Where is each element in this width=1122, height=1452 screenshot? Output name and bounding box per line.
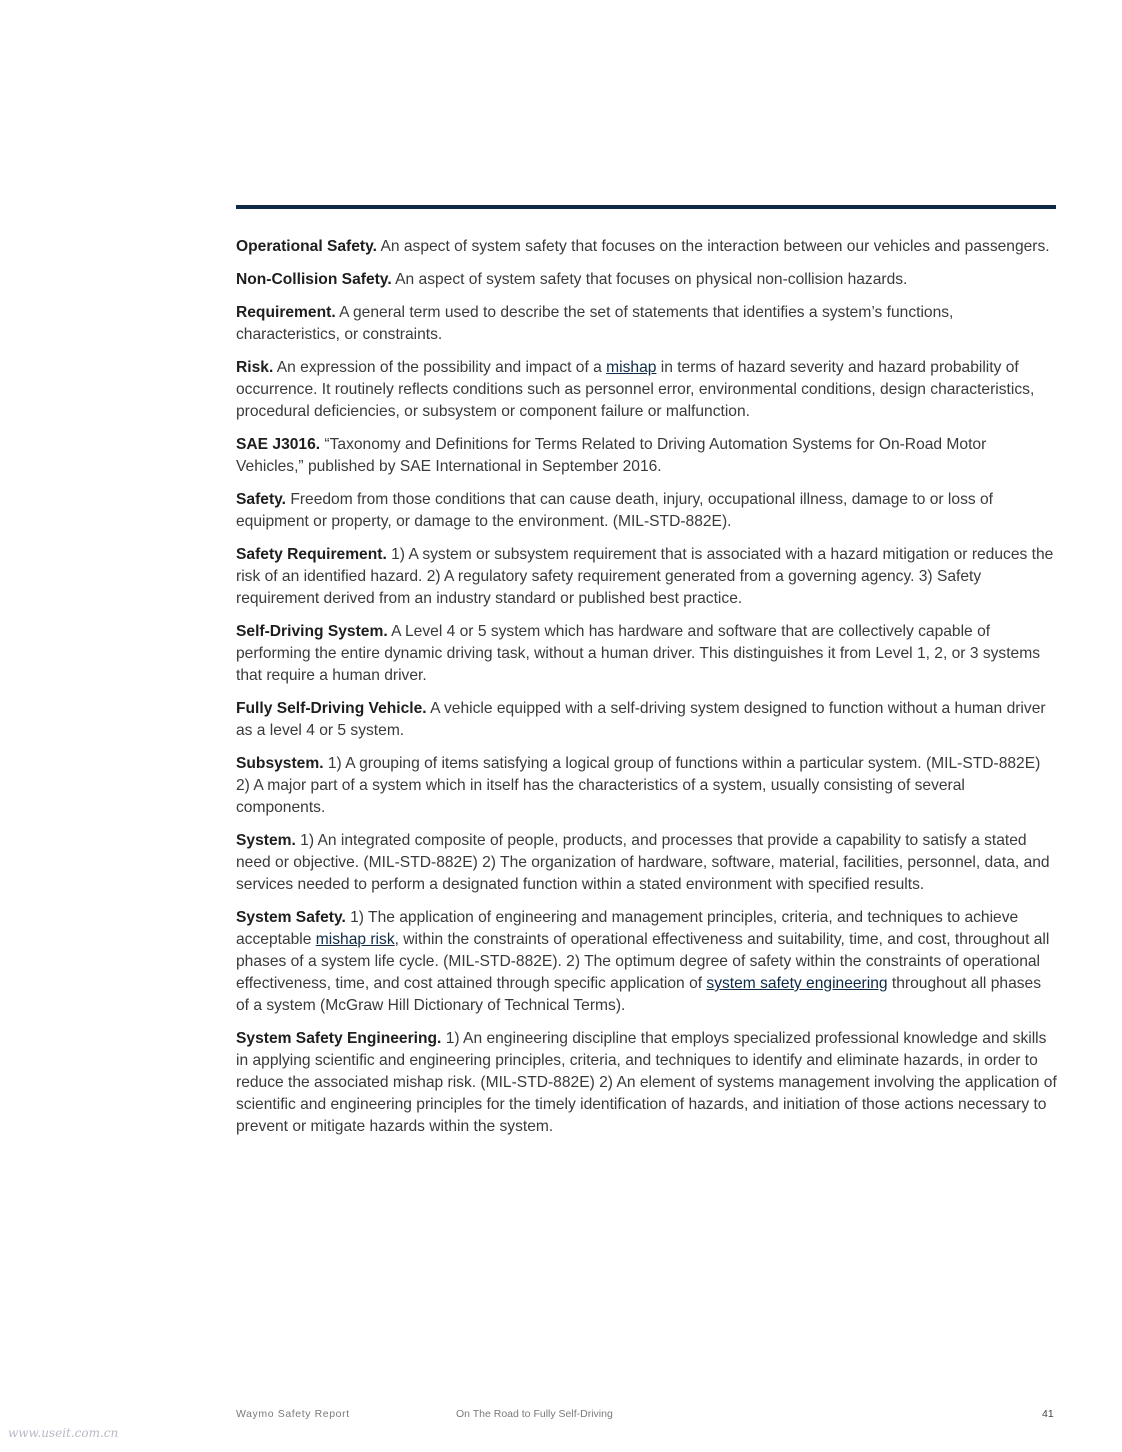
glossary-term: System. [236,832,296,849]
glossary-entry-system [236,830,1058,896]
glossary-term: SAE J3016. [236,436,321,453]
glossary-entry-system-safety [236,907,1058,1017]
glossary-definition: An aspect of system safety that focuses on the interaction between our vehicles and passengers. [376,238,1050,255]
glossary-term: System Safety. [236,909,346,926]
glossary-entry-safety [236,489,1058,533]
glossary-term: Operational Safety. [236,238,377,255]
glossary-definition: 1) A system or subsystem requirement that is associated with a hazard mitigation or reduces the risk of an identified hazard. 2) A regulatory safety requirement generated from a governing agency. 3) Safety requirement derived from an industry standard or published best practice. [236,546,1054,607]
glossary-entry-self-driving-system [236,621,1058,687]
glossary-definition: , within the constraints of operational effectiveness and suitability, time, and cost, throughout all phases of a system life cycle. (MIL-STD-882E). 2) The optimum degree of safety within the constraints of operational effectiveness, time, and cost attained through specific application of [236,931,1050,992]
glossary-definition: 1) A grouping of items satisfying a logical group of functions within a particular system. (MIL-STD-882E) 2) A major part of a system which in itself has the characteristics of a system, usually consisting of several components. [236,755,1041,816]
glossary-term: Fully Self-Driving Vehicle. [236,700,427,717]
mishap-link[interactable]: mishap [606,359,657,376]
glossary-entry-operational-safety [236,236,1058,258]
glossary-definition: 1) An engineering discipline that employs specialized professional knowledge and skills in applying scientific and engineering principles, criteria, and techniques to identify and eliminate hazards, in order to reduce the associated mishap risk. (MIL-STD-882E) 2) An element of systems management involving the application of scientific and engineering principles for the timely identification of hazards, and initiation of those actions necessary to prevent or mitigate hazards within the system. [236,1030,1057,1135]
glossary-entry-system-safety-engineering [236,1028,1058,1138]
glossary-entry-non-collision-safety [236,269,1058,291]
glossary-entry-sae-j3016 [236,434,1058,478]
glossary-definition: A vehicle equipped with a self-driving system designed to function without a human driver as a level 4 or 5 system. [236,700,1046,739]
glossary-entry-requirement [236,302,1058,346]
glossary-entry-subsystem [236,753,1058,819]
glossary-list [236,236,1058,1149]
glossary-definition: An aspect of system safety that focuses on physical non-collision hazards. [391,271,908,288]
watermark-text: www.useit.com.cn [8,1426,119,1440]
glossary-definition: 1) An integrated composite of people, products, and processes that provide a capability to satisfy a stated need or objective. (MIL-STD-882E) 2) The organization of hardware, software, material, facilities, personnel, data, and services needed to perform a designated function within a stated environment with specified results. [236,832,1050,893]
glossary-term: Subsystem. [236,755,324,772]
glossary-definition: 1) The application of engineering and management principles, criteria, and techniques to achieve acceptable [236,909,1019,948]
glossary-term: Safety. [236,491,286,508]
glossary-entry-fully-self-driving-vehicle [236,698,1058,742]
glossary-term: Risk. [236,359,274,376]
glossary-definition: throughout all phases of a system (McGraw Hill Dictionary of Technical Terms). [236,975,1042,1014]
glossary-entry-risk [236,357,1058,423]
mishap-risk-link[interactable]: mishap risk [315,931,395,948]
glossary-definition: Freedom from those conditions that can cause death, injury, occupational illness, damage to or loss of equipment or property, or damage to the environment. (MIL-STD-882E). [236,491,993,530]
system-safety-engineering-link[interactable]: system safety engineering [706,975,888,992]
page-number: 41 [1042,1408,1054,1420]
footer-section-name: On The Road to Fully Self-Driving [456,1408,613,1420]
glossary-term: Self-Driving System. [236,623,388,640]
glossary-definition: “Taxonomy and Definitions for Terms Related to Driving Automation Systems for On-Road Motor Vehicles,” published by SAE International in September 2016. [236,436,987,475]
page-footer [0,1408,1122,1424]
glossary-term: Non-Collision Safety. [236,271,392,288]
glossary-definition: A Level 4 or 5 system which has hardware and software that are collectively capable of performing the entire dynamic driving task, without a human driver. This distinguishes it from Level 1, 2, or 3 systems that require a human driver. [236,623,1041,684]
glossary-definition: An expression of the possibility and impact of a [273,359,607,376]
header-divider-rule [236,205,1056,209]
footer-report-name: Waymo Safety Report [236,1408,350,1420]
glossary-term: System Safety Engineering. [236,1030,442,1047]
glossary-definition: in terms of hazard severity and hazard probability of occurrence. It routinely reflects conditions such as personnel error, environmental conditions, design characteristics, procedural deficiencies, or subsystem or component failure or malfunction. [236,359,1035,420]
glossary-entry-safety-requirement [236,544,1058,610]
glossary-term: Requirement. [236,304,336,321]
glossary-term: Safety Requirement. [236,546,387,563]
glossary-definition: A general term used to describe the set of statements that identifies a system’s functions, characteristics, or constraints. [236,304,954,343]
